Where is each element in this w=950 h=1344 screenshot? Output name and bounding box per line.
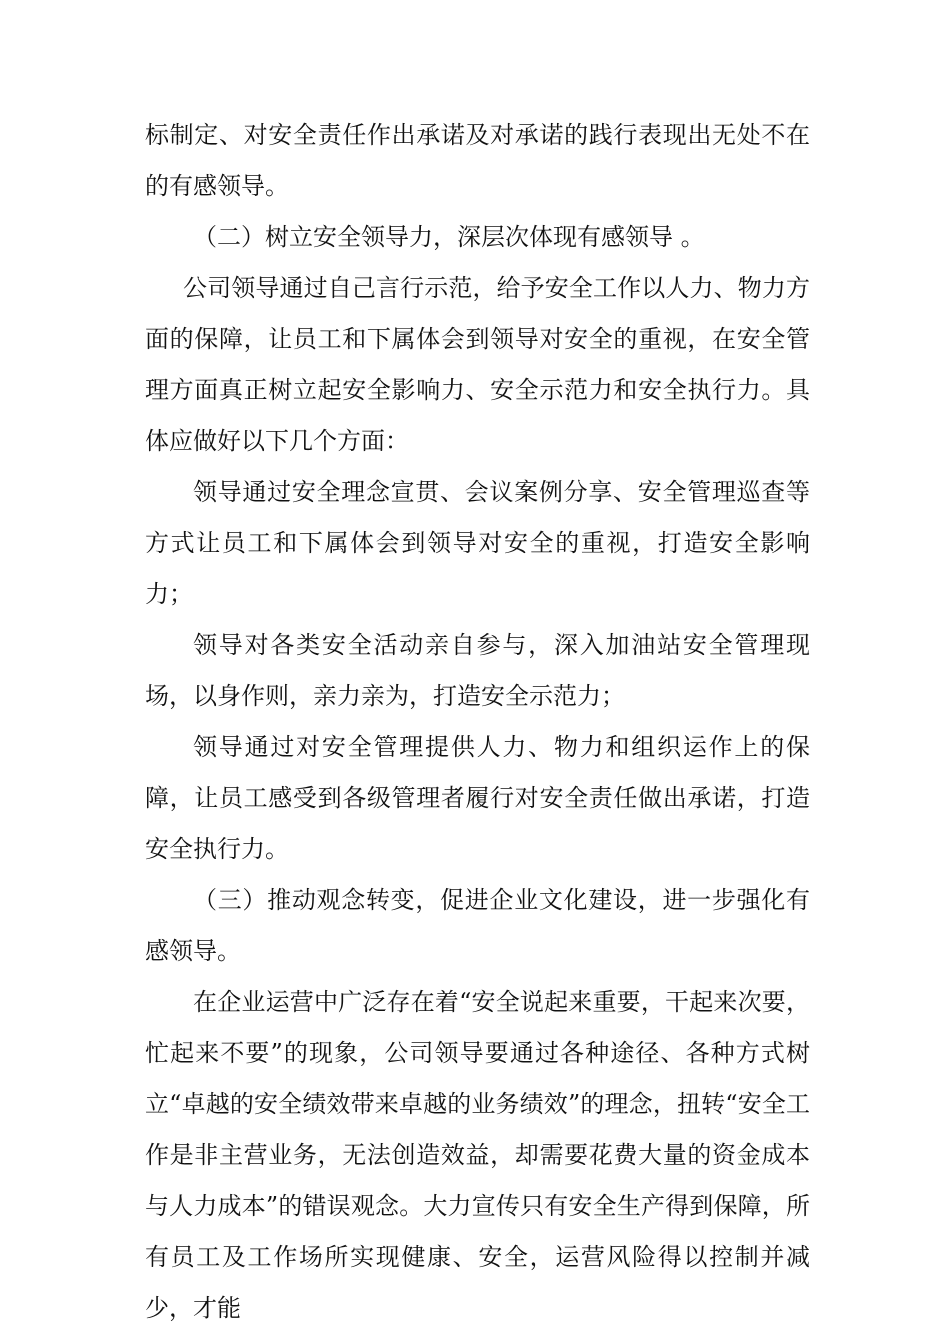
paragraph-culture: 在企业运营中广泛存在着“安全说起来重要，干起来次要，忙起来不要”的现象，公司领导要通过各种途径、各种方式树立“卓越的安全绩效带来卓越的业务绩效”的理念，扭转“安全工作是非主营业务，无法创造效益，却需要花费大量的资金成本与人力成本”的错误观念。大力宣传只有安全生产得到保障，所有员工及工作场所实现健康、安全，运营风险得以控制并减少，才能 <box>145 988 810 1322</box>
section-heading-3: （三）推动观念转变，促进企业文化建设，进一步强化有感领导。 <box>145 886 810 965</box>
document-body <box>145 110 810 1334</box>
paragraph-influence: 领导通过安全理念宣贯、会议案例分享、安全管理巡查等方式让员工和下属体会到领导对安全的重视，打造安全影响力； <box>145 478 810 608</box>
paragraph-continuation: 标制定、对安全责任作出承诺及对承诺的践行表现出无处不在的有感领导。 <box>145 121 810 200</box>
paragraph-demonstration: 领导对各类安全活动亲自参与，深入加油站安全管理现场，以身作则，亲力亲为，打造安全示范力； <box>145 631 810 710</box>
paragraph-execution: 领导通过对安全管理提供人力、物力和组织运作上的保障，让员工感受到各级管理者履行对安全责任做出承诺，打造安全执行力。 <box>145 733 810 863</box>
paragraph-leadership-intro: 公司领导通过自己言行示范，给予安全工作以人力、物力方面的保障，让员工和下属体会到领导对安全的重视，在安全管理方面真正树立起安全影响力、安全示范力和安全执行力。具体应做好以下几个方面： <box>145 274 810 455</box>
section-heading-2: （二）树立安全领导力，深层次体现有感领导 。 <box>193 223 705 251</box>
